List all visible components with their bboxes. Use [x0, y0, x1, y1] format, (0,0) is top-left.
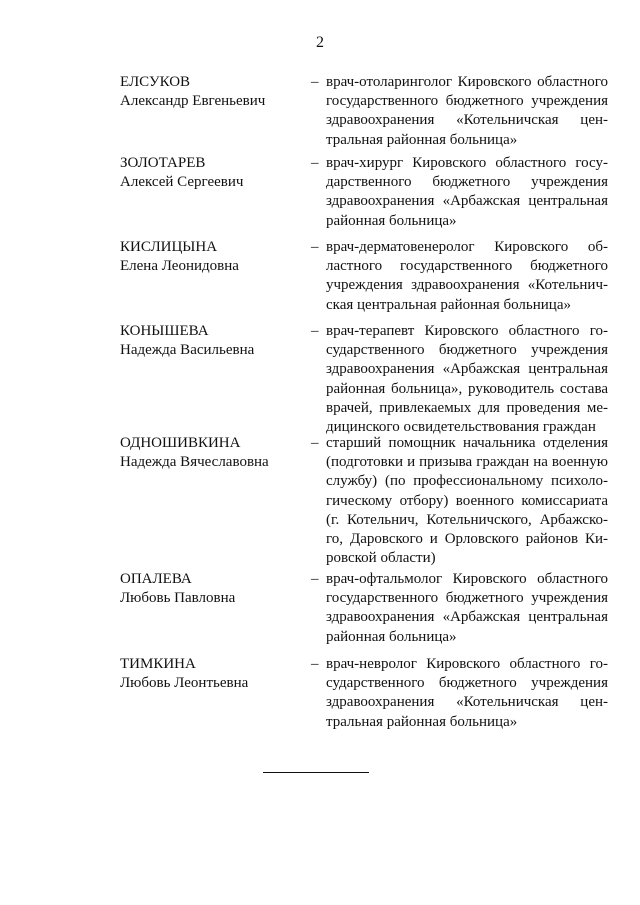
position-description: [326, 238, 608, 315]
position-description: [326, 434, 608, 568]
text-line: врач-терапевт Кировского областного го-: [326, 323, 608, 339]
text-line: врачей, привлекаемых для проведения ме-: [326, 399, 608, 416]
dash: –: [311, 571, 319, 587]
text-line: государственного бюджетного учреждения: [326, 93, 608, 110]
text-line: ровской области): [326, 550, 436, 567]
dash: –: [311, 239, 319, 255]
given-name: Алексей Сергеевич: [120, 174, 244, 190]
text-line: гическому отбору) военного комиссариата: [326, 492, 608, 509]
person-name: [120, 238, 300, 276]
person-name: [120, 434, 300, 472]
text-line: здравоохранения «Котельничская цен-: [326, 112, 608, 129]
given-name: Любовь Павловна: [120, 590, 236, 606]
text-line: врач-невролог Кировского областного го-: [326, 656, 608, 672]
given-name: Надежда Вячеславовна: [120, 454, 269, 470]
position-description: [326, 73, 608, 150]
text-line: здравоохранения «Котельничская цен-: [326, 694, 608, 711]
page-number: 2: [316, 34, 324, 51]
surname: ТИМКИНА: [120, 656, 196, 672]
surname: ОПАЛЕВА: [120, 571, 192, 587]
position-description: [326, 322, 608, 437]
text-line: ластного государственного бюджетного: [326, 258, 608, 275]
dash: –: [311, 323, 319, 339]
text-line: врач-дерматовенеролог Кировского об-: [326, 239, 608, 255]
text-line: тральная районная больница»: [326, 713, 518, 730]
surname: КИСЛИЦЫНА: [120, 239, 218, 255]
end-divider: [263, 772, 369, 773]
person-name: [120, 322, 300, 360]
given-name: Александр Евгеньевич: [120, 93, 266, 109]
text-line: (подготовки и призыва граждан на военную: [326, 454, 608, 471]
given-name: Елена Леонидовна: [120, 258, 239, 274]
dash: –: [311, 435, 319, 451]
person-name: [120, 655, 300, 693]
surname: ОДНОШИВКИНА: [120, 435, 241, 451]
surname: КОНЫШЕВА: [120, 323, 209, 339]
text-line: врач-хирург Кировского областного госу-: [326, 155, 608, 171]
given-name: Надежда Васильевна: [120, 342, 255, 358]
person-name: [120, 73, 300, 111]
text-line: тральная районная больница»: [326, 131, 518, 148]
text-line: (г. Котельнич, Котельничского, Арбажско-: [326, 511, 608, 528]
text-line: здравоохранения «Арбажская центральная: [326, 361, 608, 378]
dash: –: [311, 656, 319, 672]
text-line: сударственного бюджетного учреждения: [326, 342, 608, 359]
person-name: [120, 570, 300, 608]
text-line: государственного бюджетного учреждения: [326, 590, 608, 607]
text-line: здравоохранения «Арбажская центральная: [326, 609, 608, 626]
dash: –: [311, 155, 319, 171]
text-line: районная больница»: [326, 628, 457, 645]
text-line: здравоохранения «Арбажская центральная: [326, 193, 608, 210]
position-description: [326, 570, 608, 647]
surname: ЗОЛОТАРЕВ: [120, 155, 206, 171]
text-line: ская центральная районная больница»: [326, 296, 571, 313]
position-description: [326, 154, 608, 231]
text-line: сударственного бюджетного учреждения: [326, 675, 608, 692]
text-line: районная больница», руководитель состава: [326, 380, 608, 397]
position-description: [326, 655, 608, 732]
text-line: старший помощник начальника отделения: [326, 435, 608, 451]
surname: ЕЛСУКОВ: [120, 74, 191, 90]
text-line: го, Даровского и Орловского районов Ки-: [326, 531, 608, 548]
text-line: дарственного бюджетного учреждения: [326, 174, 608, 191]
text-line: районная больница»: [326, 212, 457, 229]
text-line: учреждения здравоохранения «Котельнич-: [326, 277, 608, 294]
text-line: дицинского освидетельствования граждан: [326, 419, 596, 436]
person-name: [120, 154, 300, 192]
text-line: службу) (по профессиональному психоло-: [326, 473, 608, 490]
text-line: врач-отоларинголог Кировского областного: [326, 74, 608, 90]
dash: –: [311, 74, 319, 90]
text-line: врач-офтальмолог Кировского областного: [326, 571, 608, 587]
given-name: Любовь Леонтьевна: [120, 675, 249, 691]
